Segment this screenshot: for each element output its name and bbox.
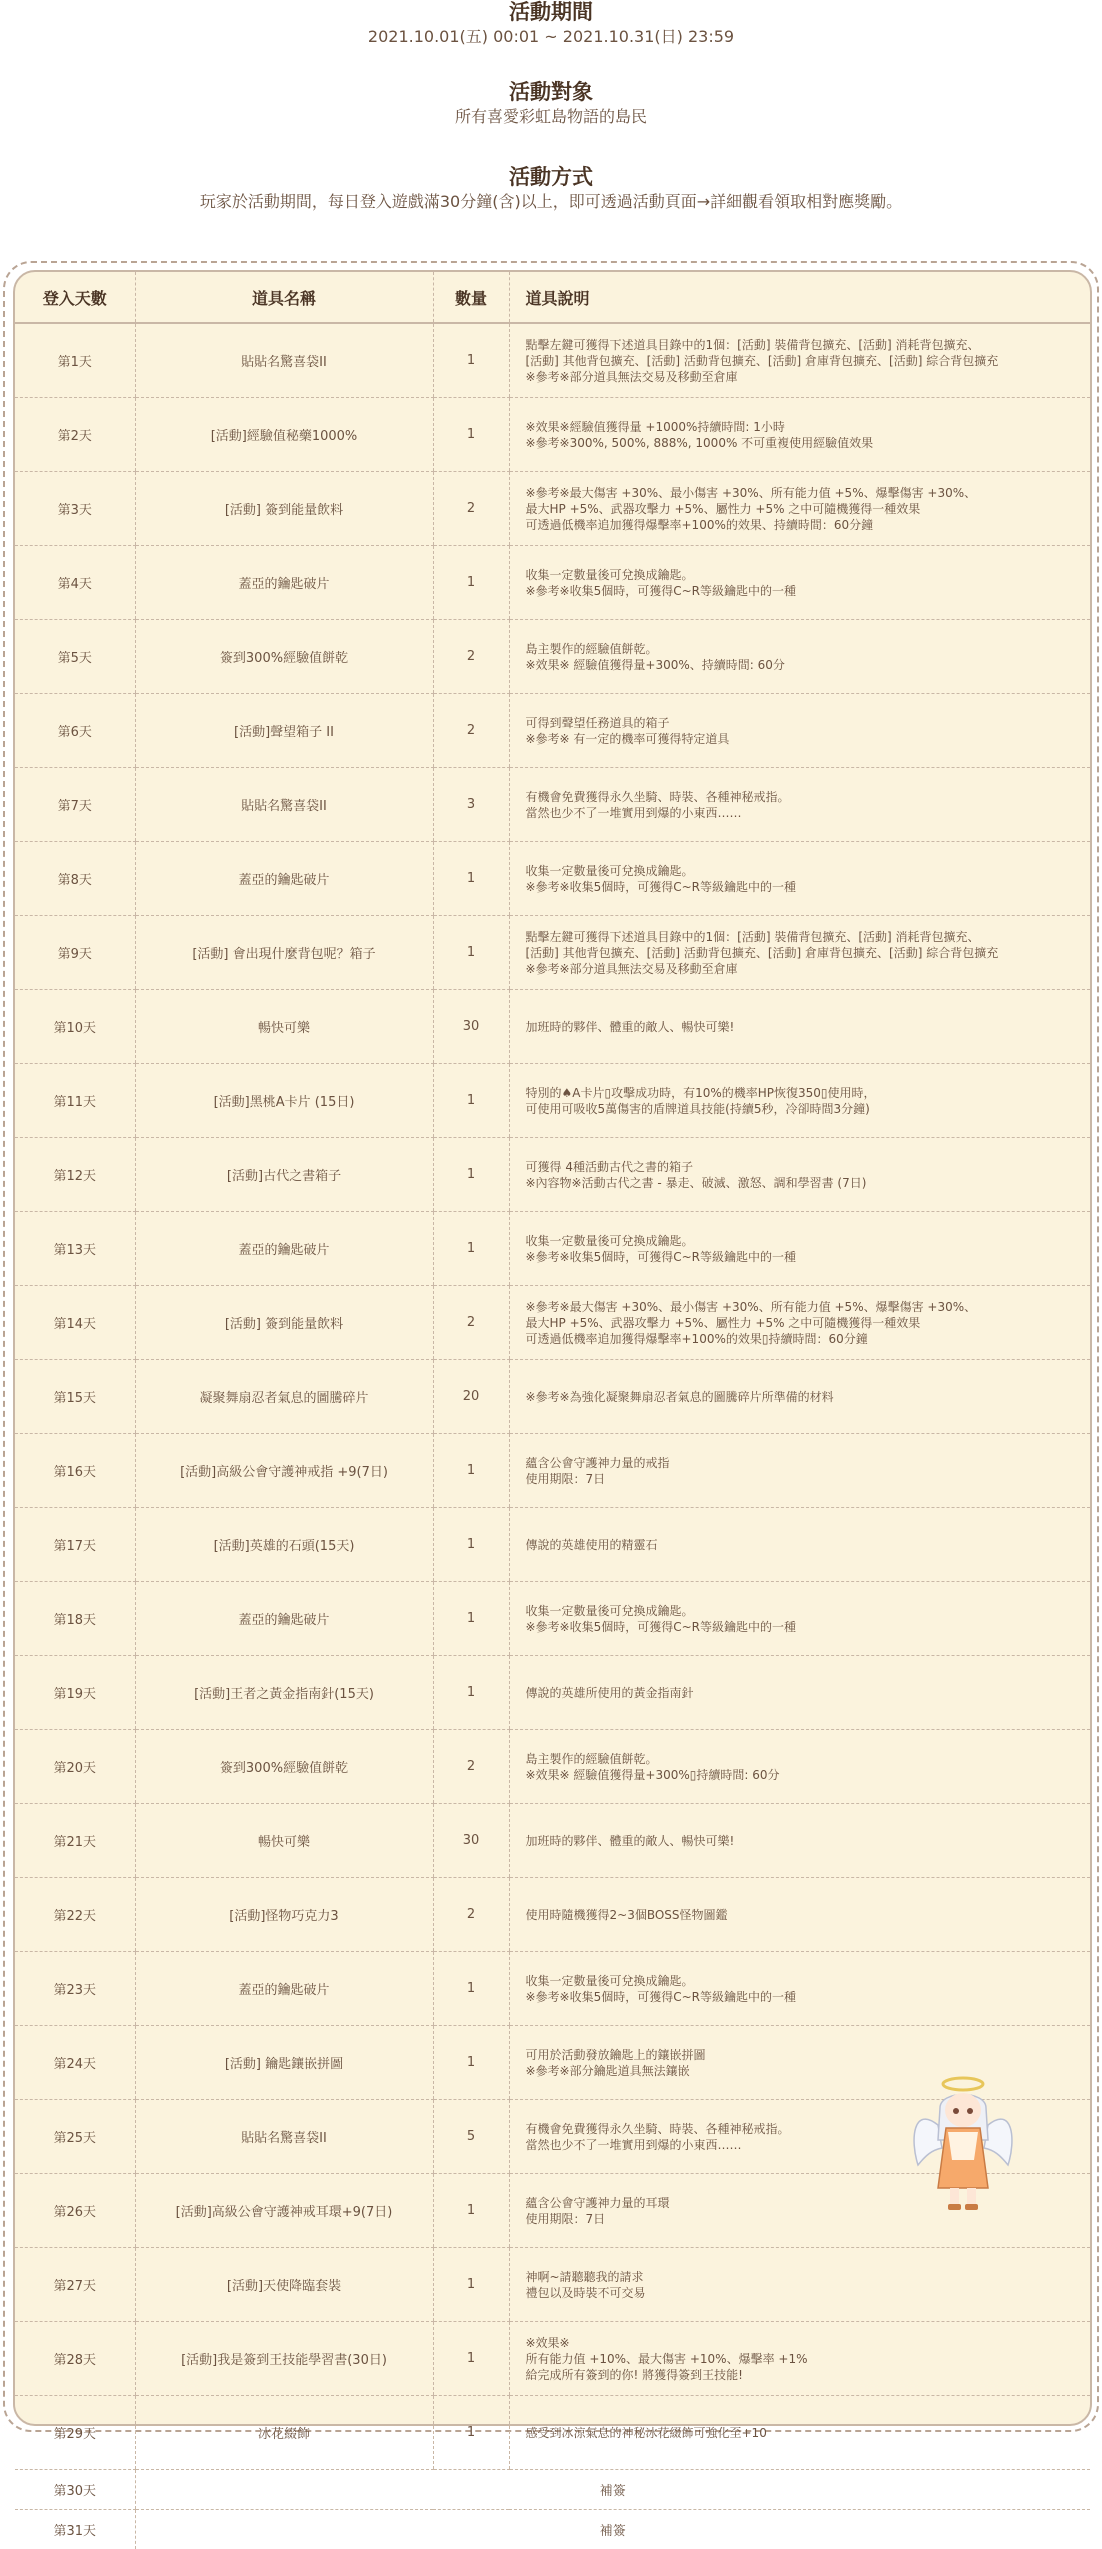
table-row xyxy=(15,2510,1090,2549)
cell-day: 第11天 xyxy=(15,1064,135,1138)
cell-desc xyxy=(509,1360,1090,1434)
cell-day: 第7天 xyxy=(15,768,135,842)
desc-line: 使用時隨機獲得2~3個BOSS怪物圖鑑 xyxy=(526,1907,1081,1923)
table-row xyxy=(15,916,1090,990)
desc-line: 感受到冰涼氣息的神秘冰花綴飾可強化至+10 xyxy=(526,2425,1081,2441)
table-row xyxy=(15,1582,1090,1656)
desc-line: ※參考※最大傷害 +30%、最小傷害 +30%、所有能力值 +5%、爆擊傷害 +30%、 xyxy=(526,485,1081,501)
table-row xyxy=(15,1656,1090,1730)
cell-qty: 1 xyxy=(433,1656,509,1730)
cell-item: [活動] 鑰匙鑲嵌拼圖 xyxy=(135,2026,433,2100)
desc-line: ※效果※ xyxy=(526,2335,1081,2351)
cell-desc xyxy=(509,1878,1090,1952)
cell-desc xyxy=(509,990,1090,1064)
desc-line: 傳說的英雄所使用的黃金指南針 xyxy=(526,1685,1081,1701)
cell-day: 第13天 xyxy=(15,1212,135,1286)
cell-item: 冰花綴飾 xyxy=(135,2396,433,2470)
desc-line: 使用期限：7日 xyxy=(526,2211,1081,2227)
cell-item: 蓋亞的鑰匙破片 xyxy=(135,1212,433,1286)
desc-line: 有機會免費獲得永久坐騎、時裝、各種神秘戒指。 xyxy=(526,2121,1081,2137)
desc-line: 點擊左鍵可獲得下述道具目錄中的1個：[活動] 裝備背包擴充、[活動] 消耗背包擴充、 xyxy=(526,929,1081,945)
cell-item: [活動]經驗值秘藥1000% xyxy=(135,398,433,472)
cell-qty: 1 xyxy=(433,916,509,990)
table-row xyxy=(15,694,1090,768)
table-row xyxy=(15,842,1090,916)
cell-desc xyxy=(509,1508,1090,1582)
method-section xyxy=(0,165,1102,213)
desc-line: ※參考※收集5個時，可獲得C~R等級鑰匙中的一種 xyxy=(526,1249,1081,1265)
cell-desc xyxy=(509,1138,1090,1212)
table-row xyxy=(15,1064,1090,1138)
cell-day: 第20天 xyxy=(15,1730,135,1804)
desc-line: 蘊含公會守護神力量的戒指 xyxy=(526,1455,1081,1471)
cell-item: [活動] 簽到能量飲料 xyxy=(135,472,433,546)
cell-qty: 2 xyxy=(433,620,509,694)
cell-item: 貼貼名驚喜袋II xyxy=(135,768,433,842)
cell-qty: 3 xyxy=(433,768,509,842)
desc-line: ※內容物※活動古代之書 - 暴走、破滅、激怒、調和學習書 (7日) xyxy=(526,1175,1081,1191)
cell-item: 貼貼名驚喜袋II xyxy=(135,323,433,398)
cell-item: 蓋亞的鑰匙破片 xyxy=(135,1582,433,1656)
desc-line: ※效果※ 經驗值獲得量+300%、持續時間: 60分 xyxy=(526,657,1081,673)
desc-line: 神啊~請聽聽我的請求 xyxy=(526,2269,1081,2285)
cell-desc xyxy=(509,546,1090,620)
cell-qty: 1 xyxy=(433,2174,509,2248)
desc-line: 加班時的夥伴、體重的敵人、暢快可樂! xyxy=(526,1019,1081,1035)
desc-line: 可用於活動發放鑰匙上的鑲嵌拼圖 xyxy=(526,2047,1081,2063)
cell-item: 蓋亞的鑰匙破片 xyxy=(135,842,433,916)
cell-day: 第17天 xyxy=(15,1508,135,1582)
cell-day: 第26天 xyxy=(15,2174,135,2248)
cell-desc xyxy=(509,1804,1090,1878)
header-desc: 道具說明 xyxy=(509,272,1090,323)
cell-desc xyxy=(509,768,1090,842)
table-row xyxy=(15,323,1090,398)
cell-qty: 1 xyxy=(433,323,509,398)
table-row xyxy=(15,1952,1090,2026)
table-row xyxy=(15,1730,1090,1804)
table-row xyxy=(15,1360,1090,1434)
desc-line: 島主製作的經驗值餅乾。 xyxy=(526,1751,1081,1767)
table-row xyxy=(15,2396,1090,2470)
cell-reward: 補簽 xyxy=(135,2510,1090,2549)
desc-line: 島主製作的經驗值餅乾。 xyxy=(526,641,1081,657)
cell-day: 第15天 xyxy=(15,1360,135,1434)
method-text: 玩家於活動期間，每日登入遊戲滿30分鐘(含)以上，即可透過活動頁面→詳細觀看領取相對應獎勵。 xyxy=(0,191,1102,213)
cell-item: 暢快可樂 xyxy=(135,1804,433,1878)
cell-desc xyxy=(509,1286,1090,1360)
cell-item: 貼貼名驚喜袋II xyxy=(135,2100,433,2174)
table-row xyxy=(15,2248,1090,2322)
cell-qty: 30 xyxy=(433,990,509,1064)
desc-line: 所有能力值 +10%、最大傷害 +10%、爆擊率 +1% xyxy=(526,2351,1081,2367)
cell-qty: 30 xyxy=(433,1804,509,1878)
cell-qty: 1 xyxy=(433,1064,509,1138)
desc-line: [活動] 其他背包擴充、[活動] 活動背包擴充、[活動] 倉庫背包擴充、[活動] 綜合背包擴充 xyxy=(526,945,1081,961)
cell-desc xyxy=(509,398,1090,472)
cell-desc xyxy=(509,2396,1090,2470)
cell-day: 第16天 xyxy=(15,1434,135,1508)
cell-desc xyxy=(509,1952,1090,2026)
desc-line: 傳說的英雄使用的精靈石 xyxy=(526,1537,1081,1553)
cell-item: [活動]英雄的石頭(15天) xyxy=(135,1508,433,1582)
desc-line: 可使用可吸收5萬傷害的盾牌道具技能(持續5秒，冷卻時間3分鐘) xyxy=(526,1101,1081,1117)
cell-item: [活動]王者之黃金指南針(15天) xyxy=(135,1656,433,1730)
target-section xyxy=(0,80,1102,128)
cell-day: 第12天 xyxy=(15,1138,135,1212)
desc-line: 特別的♠A卡片▯攻擊成功時，有10%的機率HP恢復350▯使用時， xyxy=(526,1085,1081,1101)
cell-qty: 2 xyxy=(433,472,509,546)
table-row xyxy=(15,472,1090,546)
desc-line: 最大HP +5%、武器攻擊力 +5%、屬性力 +5% 之中可隨機獲得一種效果 xyxy=(526,1315,1081,1331)
cell-item: [活動]黑桃A卡片 (15日) xyxy=(135,1064,433,1138)
desc-line: 使用期限：7日 xyxy=(526,1471,1081,1487)
cell-item: [活動]怪物巧克力3 xyxy=(135,1878,433,1952)
desc-line: 最大HP +5%、武器攻擊力 +5%、屬性力 +5% 之中可隨機獲得一種效果 xyxy=(526,501,1081,517)
desc-line: ※參考※收集5個時，可獲得C~R等級鑰匙中的一種 xyxy=(526,1619,1081,1635)
cell-qty: 1 xyxy=(433,1952,509,2026)
cell-reward: 補簽 xyxy=(135,2470,1090,2510)
cell-desc xyxy=(509,472,1090,546)
desc-line: ※參考※部分道具無法交易及移動至倉庫 xyxy=(526,961,1081,977)
cell-item: [活動]高級公會守護神戒指 +9(7日) xyxy=(135,1434,433,1508)
cell-desc xyxy=(509,2248,1090,2322)
cell-qty: 2 xyxy=(433,694,509,768)
cell-day: 第22天 xyxy=(15,1878,135,1952)
desc-line: 給完成所有簽到的你! 將獲得簽到王技能! xyxy=(526,2367,1081,2383)
table-header-row xyxy=(15,272,1090,323)
table-row xyxy=(15,1804,1090,1878)
table-row xyxy=(15,620,1090,694)
cell-day: 第31天 xyxy=(15,2510,135,2549)
cell-day: 第6天 xyxy=(15,694,135,768)
header-day: 登入天數 xyxy=(15,272,135,323)
period-title: 活動期間 xyxy=(0,0,1102,24)
desc-line: 可得到聲望任務道具的箱子 xyxy=(526,715,1081,731)
desc-line: ※效果※ 經驗值獲得量+300%▯持續時間: 60分 xyxy=(526,1767,1081,1783)
table-row xyxy=(15,546,1090,620)
desc-line: 可透過低機率追加獲得爆擊率+100%的效果▯持續時間：60分鐘 xyxy=(526,1331,1081,1347)
table-row xyxy=(15,2470,1090,2510)
cell-qty: 2 xyxy=(433,1286,509,1360)
cell-qty: 1 xyxy=(433,2322,509,2396)
desc-line: ※參考※最大傷害 +30%、最小傷害 +30%、所有能力值 +5%、爆擊傷害 +30%、 xyxy=(526,1299,1081,1315)
cell-desc xyxy=(509,916,1090,990)
desc-line: ※參考※收集5個時，可獲得C~R等級鑰匙中的一種 xyxy=(526,1989,1081,2005)
desc-line: 有機會免費獲得永久坐騎、時裝、各種神秘戒指。 xyxy=(526,789,1081,805)
desc-line: 收集一定數量後可兌換成鑰匙。 xyxy=(526,1603,1081,1619)
cell-qty: 1 xyxy=(433,1212,509,1286)
cell-day: 第23天 xyxy=(15,1952,135,2026)
desc-line: ※參考※ 有一定的機率可獲得特定道具 xyxy=(526,731,1081,747)
cell-desc xyxy=(509,1434,1090,1508)
cell-qty: 1 xyxy=(433,1434,509,1508)
cell-item: 暢快可樂 xyxy=(135,990,433,1064)
desc-line: 當然也少不了一堆實用到爆的小東西…… xyxy=(526,805,1081,821)
cell-desc xyxy=(509,2322,1090,2396)
cell-day: 第30天 xyxy=(15,2470,135,2510)
cell-day: 第19天 xyxy=(15,1656,135,1730)
cell-item: [活動]聲望箱子 II xyxy=(135,694,433,768)
cell-item: 凝聚舞扇忍者氣息的圖騰碎片 xyxy=(135,1360,433,1434)
period-text: 2021.10.01(五) 00:01 ~ 2021.10.31(日) 23:59 xyxy=(0,26,1102,48)
desc-line: [活動] 其他背包擴充、[活動] 活動背包擴充、[活動] 倉庫背包擴充、[活動] 綜合背包擴充 xyxy=(526,353,1081,369)
desc-line: ※效果※經驗值獲得量 +1000%持續時間: 1小時 xyxy=(526,419,1081,435)
table-row xyxy=(15,1138,1090,1212)
cell-item: [活動]古代之書箱子 xyxy=(135,1138,433,1212)
cell-qty: 5 xyxy=(433,2100,509,2174)
target-title: 活動對象 xyxy=(0,80,1102,104)
table-row xyxy=(15,1878,1090,1952)
cell-day: 第8天 xyxy=(15,842,135,916)
desc-line: 可透過低機率追加獲得爆擊率+100%的效果、持續時間：60分鐘 xyxy=(526,517,1081,533)
cell-qty: 1 xyxy=(433,1508,509,1582)
cell-qty: 1 xyxy=(433,398,509,472)
cell-day: 第9天 xyxy=(15,916,135,990)
cell-desc xyxy=(509,842,1090,916)
cell-desc xyxy=(509,1212,1090,1286)
cell-desc xyxy=(509,323,1090,398)
desc-line: 可獲得 4種活動古代之書的箱子 xyxy=(526,1159,1081,1175)
cell-qty: 2 xyxy=(433,1878,509,1952)
cell-qty: 1 xyxy=(433,1582,509,1656)
desc-line: 收集一定數量後可兌換成鑰匙。 xyxy=(526,567,1081,583)
cell-qty: 1 xyxy=(433,2248,509,2322)
cell-day: 第29天 xyxy=(15,2396,135,2470)
cell-day: 第4天 xyxy=(15,546,135,620)
cell-day: 第10天 xyxy=(15,990,135,1064)
cell-item: [活動]天使降臨套裝 xyxy=(135,2248,433,2322)
table-row xyxy=(15,1434,1090,1508)
cell-day: 第25天 xyxy=(15,2100,135,2174)
period-section xyxy=(0,0,1102,48)
desc-line: ※參考※收集5個時，可獲得C~R等級鑰匙中的一種 xyxy=(526,879,1081,895)
cell-item: [活動]高級公會守護神戒耳環+9(7日) xyxy=(135,2174,433,2248)
desc-line: 蘊含公會守護神力量的耳環 xyxy=(526,2195,1081,2211)
cell-desc xyxy=(509,1656,1090,1730)
cell-desc xyxy=(509,1064,1090,1138)
desc-line: 加班時的夥伴、體重的敵人、暢快可樂! xyxy=(526,1833,1081,1849)
cell-day: 第28天 xyxy=(15,2322,135,2396)
table-row xyxy=(15,1286,1090,1360)
method-title: 活動方式 xyxy=(0,165,1102,189)
cell-qty: 20 xyxy=(433,1360,509,1434)
cell-day: 第24天 xyxy=(15,2026,135,2100)
cell-desc xyxy=(509,1582,1090,1656)
table-body xyxy=(15,323,1090,2549)
cell-day: 第18天 xyxy=(15,1582,135,1656)
angel-icon xyxy=(908,2070,1018,2215)
table-row xyxy=(15,398,1090,472)
table-row xyxy=(15,1508,1090,1582)
cell-qty: 1 xyxy=(433,546,509,620)
desc-line: 禮包以及時裝不可交易 xyxy=(526,2285,1081,2301)
table-row xyxy=(15,768,1090,842)
cell-item: [活動]我是簽到王技能學習書(30日) xyxy=(135,2322,433,2396)
desc-line: ※參考※300%, 500%, 888%, 1000% 不可重複使用經驗值效果 xyxy=(526,435,1081,451)
desc-line: 收集一定數量後可兌換成鑰匙。 xyxy=(526,1973,1081,1989)
cell-day: 第14天 xyxy=(15,1286,135,1360)
header-item: 道具名稱 xyxy=(135,272,433,323)
cell-day: 第21天 xyxy=(15,1804,135,1878)
desc-line: ※參考※為強化凝聚舞扇忍者氣息的圖騰碎片所準備的材料 xyxy=(526,1389,1081,1405)
cell-qty: 1 xyxy=(433,1138,509,1212)
cell-item: [活動] 會出現什麼背包呢？箱子 xyxy=(135,916,433,990)
cell-day: 第2天 xyxy=(15,398,135,472)
cell-qty: 1 xyxy=(433,842,509,916)
desc-line: ※參考※部分道具無法交易及移動至倉庫 xyxy=(526,369,1081,385)
cell-qty: 1 xyxy=(433,2396,509,2470)
table-row xyxy=(15,2322,1090,2396)
cell-item: 蓋亞的鑰匙破片 xyxy=(135,546,433,620)
table-row xyxy=(15,1212,1090,1286)
cell-desc xyxy=(509,1730,1090,1804)
desc-line: 點擊左鍵可獲得下述道具目錄中的1個：[活動] 裝備背包擴充、[活動] 消耗背包擴充、 xyxy=(526,337,1081,353)
desc-line: ※參考※部分鑰匙道具無法鑲嵌 xyxy=(526,2063,1081,2079)
desc-line: ※參考※收集5個時，可獲得C~R等級鑰匙中的一種 xyxy=(526,583,1081,599)
cell-desc xyxy=(509,694,1090,768)
cell-qty: 2 xyxy=(433,1730,509,1804)
desc-line: 收集一定數量後可兌換成鑰匙。 xyxy=(526,863,1081,879)
cell-day: 第5天 xyxy=(15,620,135,694)
cell-day: 第1天 xyxy=(15,323,135,398)
cell-item: 簽到300%經驗值餅乾 xyxy=(135,620,433,694)
header-qty: 數量 xyxy=(433,272,509,323)
cell-desc xyxy=(509,620,1090,694)
desc-line: 收集一定數量後可兌換成鑰匙。 xyxy=(526,1233,1081,1249)
target-text: 所有喜愛彩虹島物語的島民 xyxy=(0,106,1102,128)
desc-line: 當然也少不了一堆實用到爆的小東西…… xyxy=(526,2137,1081,2153)
cell-item: 簽到300%經驗值餅乾 xyxy=(135,1730,433,1804)
cell-item: 蓋亞的鑰匙破片 xyxy=(135,1952,433,2026)
cell-item: [活動] 簽到能量飲料 xyxy=(135,1286,433,1360)
cell-qty: 1 xyxy=(433,2026,509,2100)
cell-day: 第3天 xyxy=(15,472,135,546)
cell-day: 第27天 xyxy=(15,2248,135,2322)
table-row xyxy=(15,990,1090,1064)
